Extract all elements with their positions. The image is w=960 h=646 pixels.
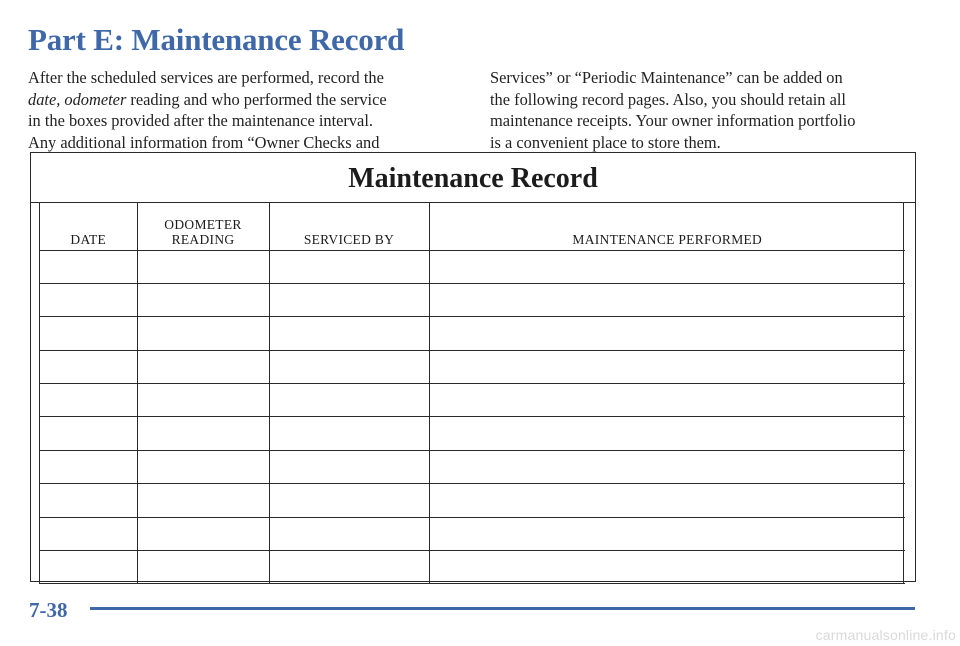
odometer-cell[interactable]: [137, 317, 269, 350]
intro-line: maintenance receipts. Your owner information portfolio: [490, 111, 856, 130]
col-header-serviced-by: SERVICED BY: [269, 203, 429, 250]
date-cell[interactable]: [40, 417, 137, 450]
col-header-maintenance-performed: MAINTENANCE PERFORMED: [429, 203, 905, 250]
table-row: [40, 283, 905, 316]
maintenance-cell[interactable]: [429, 450, 905, 483]
serviced-by-cell[interactable]: [269, 317, 429, 350]
maintenance-cell[interactable]: [429, 551, 905, 584]
record-table: [40, 203, 905, 584]
odometer-cell[interactable]: [137, 417, 269, 450]
record-grid: [39, 203, 904, 584]
maintenance-cell[interactable]: [429, 283, 905, 316]
odometer-cell[interactable]: [137, 517, 269, 550]
intro-line: in the boxes provided after the maintenance interval.: [28, 111, 373, 130]
serviced-by-cell[interactable]: [269, 384, 429, 417]
maintenance-cell[interactable]: [429, 484, 905, 517]
intro-line: the following record pages. Also, you should retain all: [490, 89, 846, 109]
odometer-cell[interactable]: [137, 283, 269, 316]
odometer-cell[interactable]: [137, 250, 269, 283]
odometer-cell[interactable]: [137, 450, 269, 483]
intro-line: Services” or “Periodic Maintenance” can be added on: [490, 68, 843, 87]
col-header-line: READING: [171, 231, 235, 247]
footer-rule: [90, 607, 915, 610]
maintenance-cell[interactable]: [429, 384, 905, 417]
intro-fragment: reading and who performed the service: [126, 89, 387, 109]
record-title: Maintenance Record: [31, 153, 915, 203]
date-cell[interactable]: [40, 384, 137, 417]
odometer-cell[interactable]: [137, 350, 269, 383]
col-header-line: ODOMETER: [164, 216, 242, 232]
date-cell[interactable]: [40, 350, 137, 383]
serviced-by-cell[interactable]: [269, 283, 429, 316]
intro-line: After the scheduled services are performed, record the: [28, 68, 384, 87]
serviced-by-cell[interactable]: [269, 350, 429, 383]
date-cell[interactable]: [40, 250, 137, 283]
date-cell[interactable]: [40, 317, 137, 350]
serviced-by-cell[interactable]: [269, 551, 429, 584]
page-title: Part E: Maintenance Record: [28, 22, 405, 57]
intro-line: Any additional information from “Owner Checks and: [28, 132, 380, 152]
date-cell[interactable]: [40, 517, 137, 550]
odometer-cell[interactable]: [137, 384, 269, 417]
maintenance-cell[interactable]: [429, 250, 905, 283]
date-cell[interactable]: [40, 551, 137, 584]
date-cell[interactable]: [40, 450, 137, 483]
intro-text-right: [490, 67, 926, 153]
table-row: [40, 317, 905, 350]
intro-text-left: [28, 67, 464, 153]
intro-italic: date, odometer: [28, 89, 127, 109]
serviced-by-cell[interactable]: [269, 450, 429, 483]
intro-line: is a convenient place to store them.: [490, 132, 721, 152]
page-number: 7-38: [29, 598, 68, 622]
table-row: [40, 417, 905, 450]
date-cell[interactable]: [40, 283, 137, 316]
date-cell[interactable]: [40, 484, 137, 517]
table-row: [40, 517, 905, 550]
odometer-cell[interactable]: [137, 551, 269, 584]
watermark: carmanualsonline.info: [815, 627, 956, 643]
serviced-by-cell[interactable]: [269, 484, 429, 517]
table-row: [40, 484, 905, 517]
table-row: [40, 450, 905, 483]
maintenance-cell[interactable]: [429, 517, 905, 550]
odometer-cell[interactable]: [137, 484, 269, 517]
header-row: [40, 203, 905, 250]
table-row: [40, 250, 905, 283]
serviced-by-cell[interactable]: [269, 517, 429, 550]
intro-line: [28, 89, 464, 111]
maintenance-cell[interactable]: [429, 317, 905, 350]
maintenance-record-form: [30, 152, 916, 582]
col-header-odometer-reading: [137, 203, 269, 250]
maintenance-cell[interactable]: [429, 350, 905, 383]
table-row: [40, 350, 905, 383]
table-row: [40, 384, 905, 417]
col-header-date: DATE: [40, 203, 137, 250]
maintenance-cell[interactable]: [429, 417, 905, 450]
serviced-by-cell[interactable]: [269, 417, 429, 450]
serviced-by-cell[interactable]: [269, 250, 429, 283]
table-row: [40, 551, 905, 584]
